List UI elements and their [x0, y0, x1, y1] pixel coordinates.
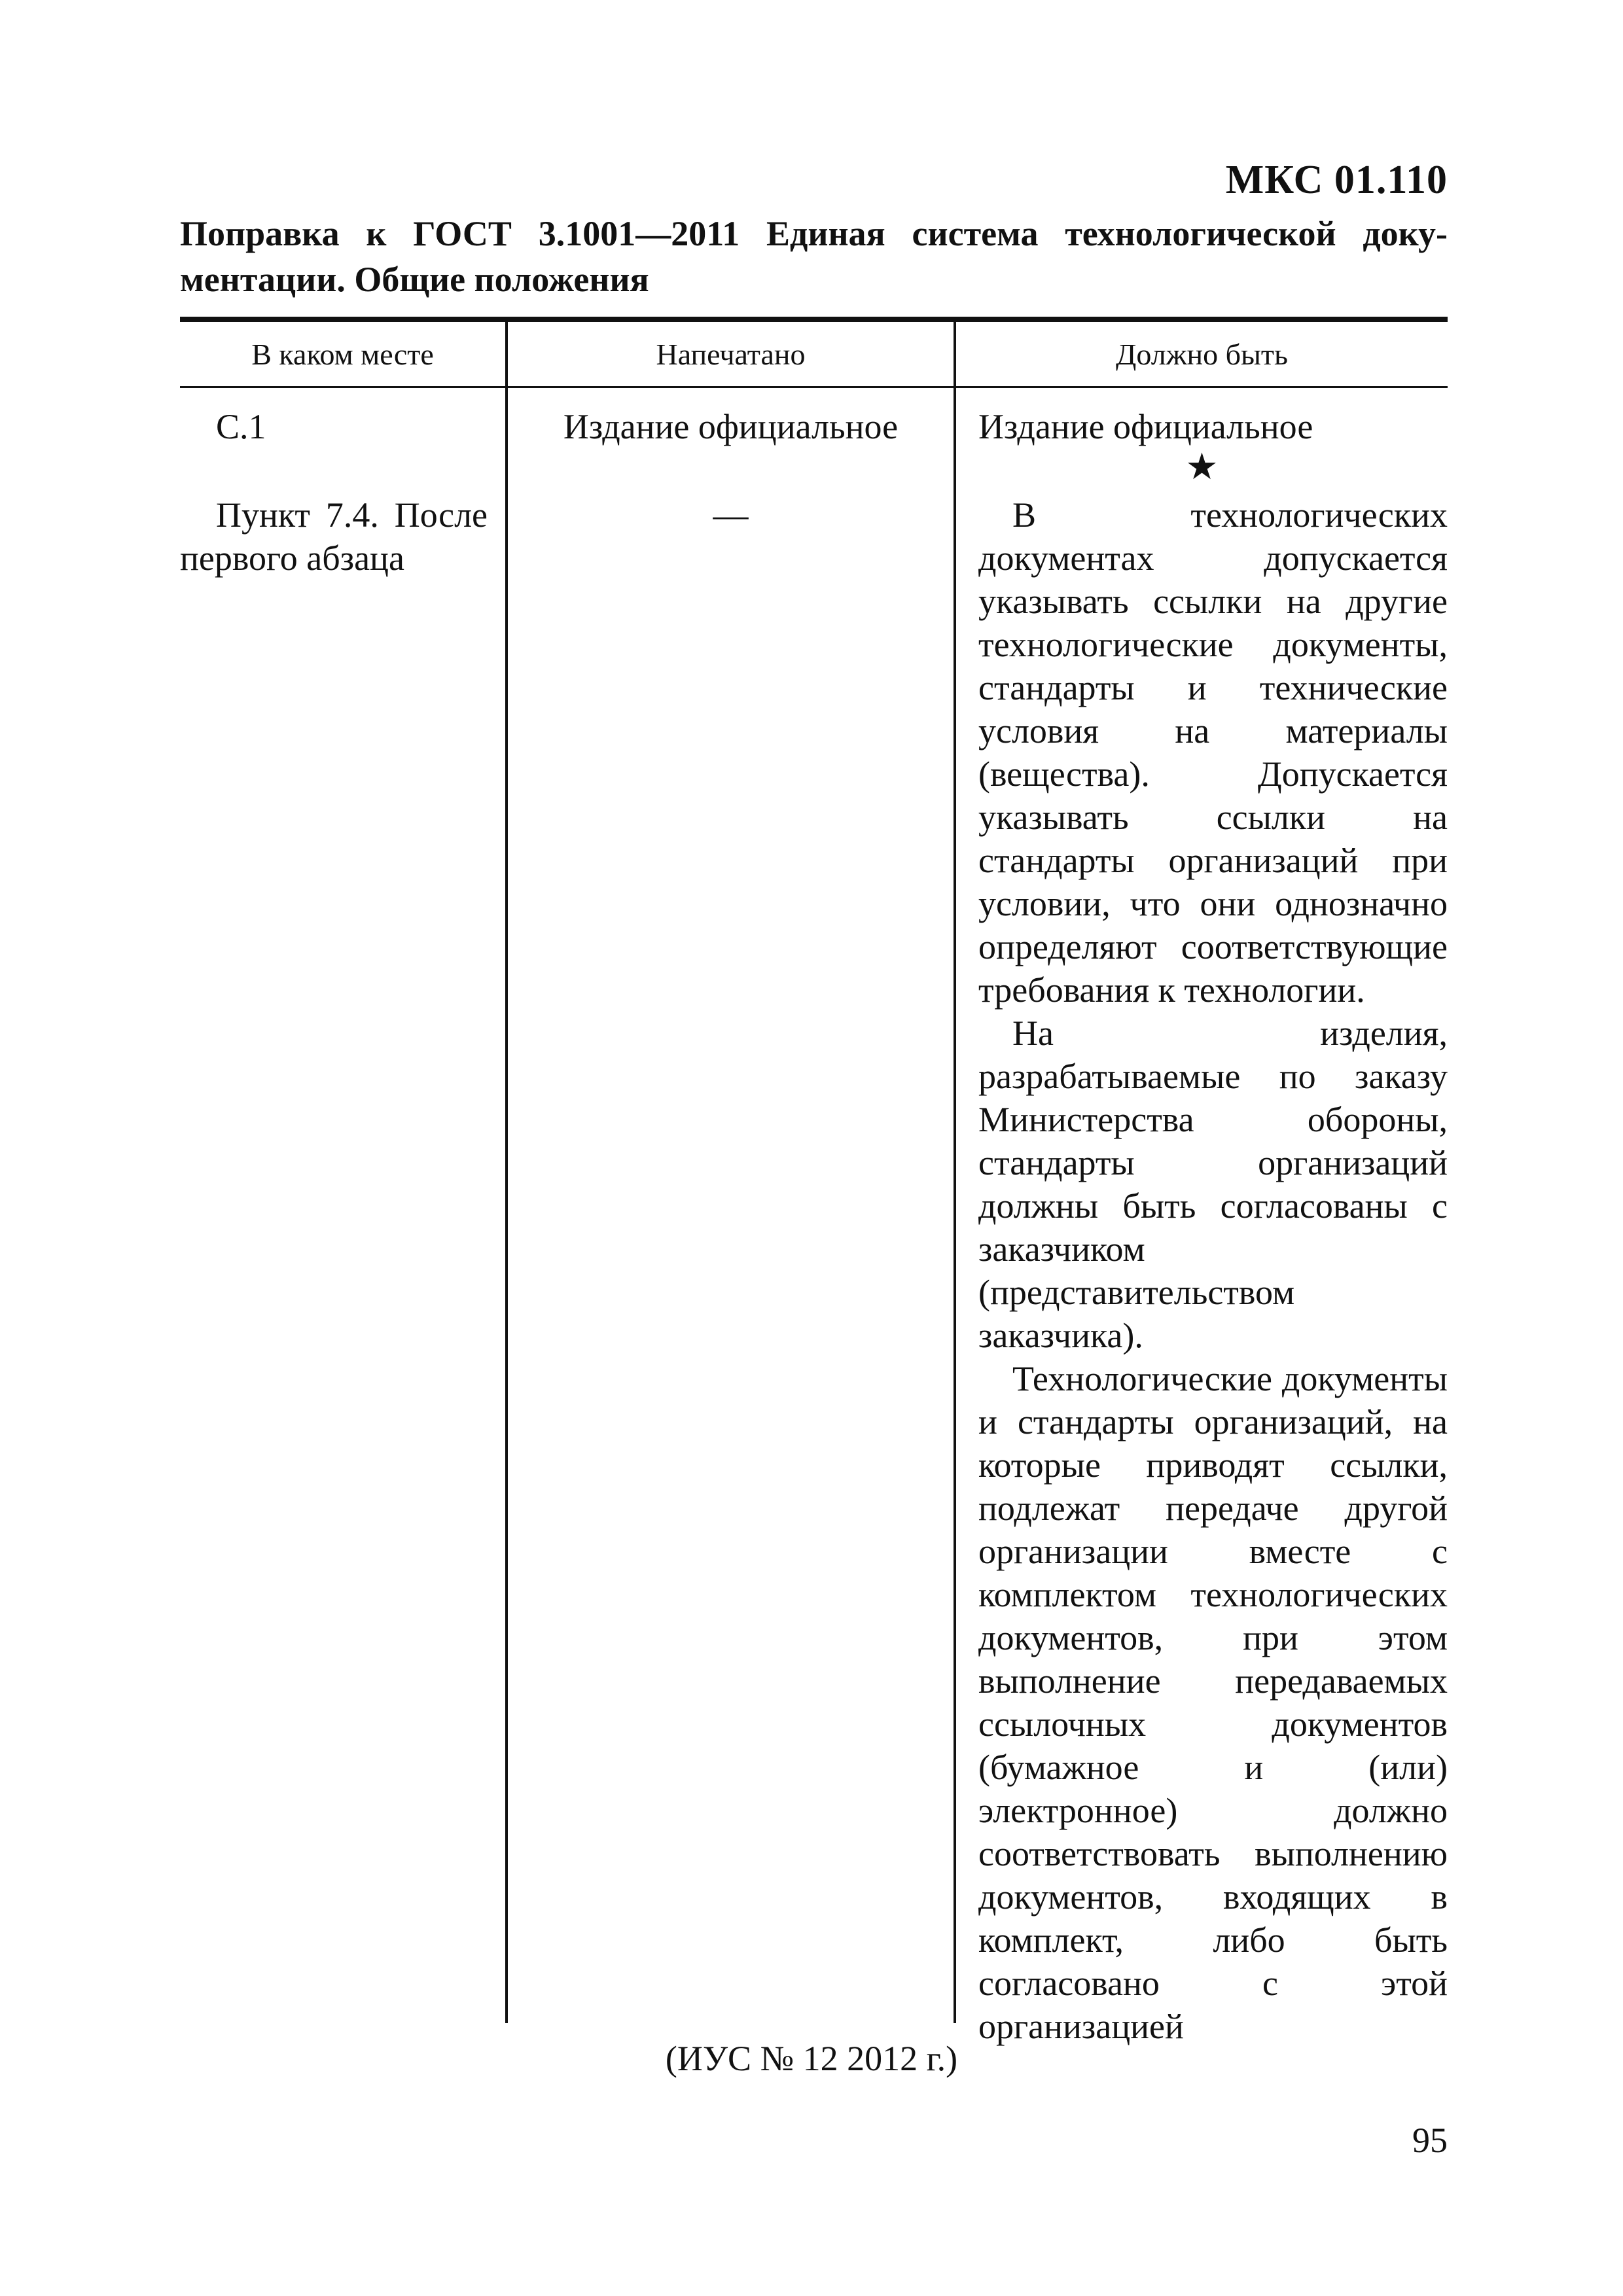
should-be-paragraph-3: Технологические документы и стандарты организаций, на которые приводят ссылки, подлежат передаче другой организации вместе с комплектом технологических документов, при этом выполнение передаваемых ссылочных документов (бумажное и (или) электронное) должно соответствовать выполнению документов, входящих в комплект, либо быть согласовано с этой организацией — [978, 1359, 1448, 2046]
title-line-1: Поправка к ГОСТ 3.1001—2011 Единая система технологической доку- — [180, 214, 1448, 253]
should-be-paragraph-2: На изделия, разрабатываемые по заказу Министерства обороны, стандарты организаций должны быть согласованы с заказчиком (представительством заказчика). — [978, 1014, 1448, 1355]
row1-where: С.1 — [216, 407, 266, 446]
row2-should-be — [978, 493, 1448, 2048]
row2-where: Пункт 7.4. После первого абзаца — [180, 495, 488, 578]
page-number: 95 — [1412, 2121, 1448, 2160]
column-header-printed: Напечатано — [656, 337, 806, 371]
row1-should-be: Издание официальное — [978, 407, 1313, 446]
title-line-2: ментации. Общие положения — [180, 260, 649, 299]
document-title — [180, 211, 1448, 302]
column-divider-2 — [954, 322, 956, 2023]
column-divider-1 — [505, 322, 508, 2023]
correction-table — [180, 317, 1448, 2046]
mks-code: МКС 01.110 — [1225, 158, 1448, 202]
table-top-rule — [180, 317, 1448, 322]
column-header-where: В каком месте — [251, 337, 434, 371]
row1-printed: Издание официальное — [563, 407, 899, 446]
star-mark: ★ — [1185, 447, 1219, 487]
row2-printed: — — [713, 495, 749, 535]
should-be-paragraph-1: В технологических документах допускается указывать ссылки на другие технологические документы, стандарты и технические условия на материалы (вещества). Допускается указывать ссылки на стандарты организаций при условии, что они однозначно определяют соответствующие требования к технологии. — [978, 495, 1448, 1010]
table-header-rule — [180, 386, 1448, 388]
column-header-should-be: Должно быть — [1115, 337, 1289, 371]
source-reference: (ИУС № 12 2012 г.) — [665, 2039, 958, 2078]
